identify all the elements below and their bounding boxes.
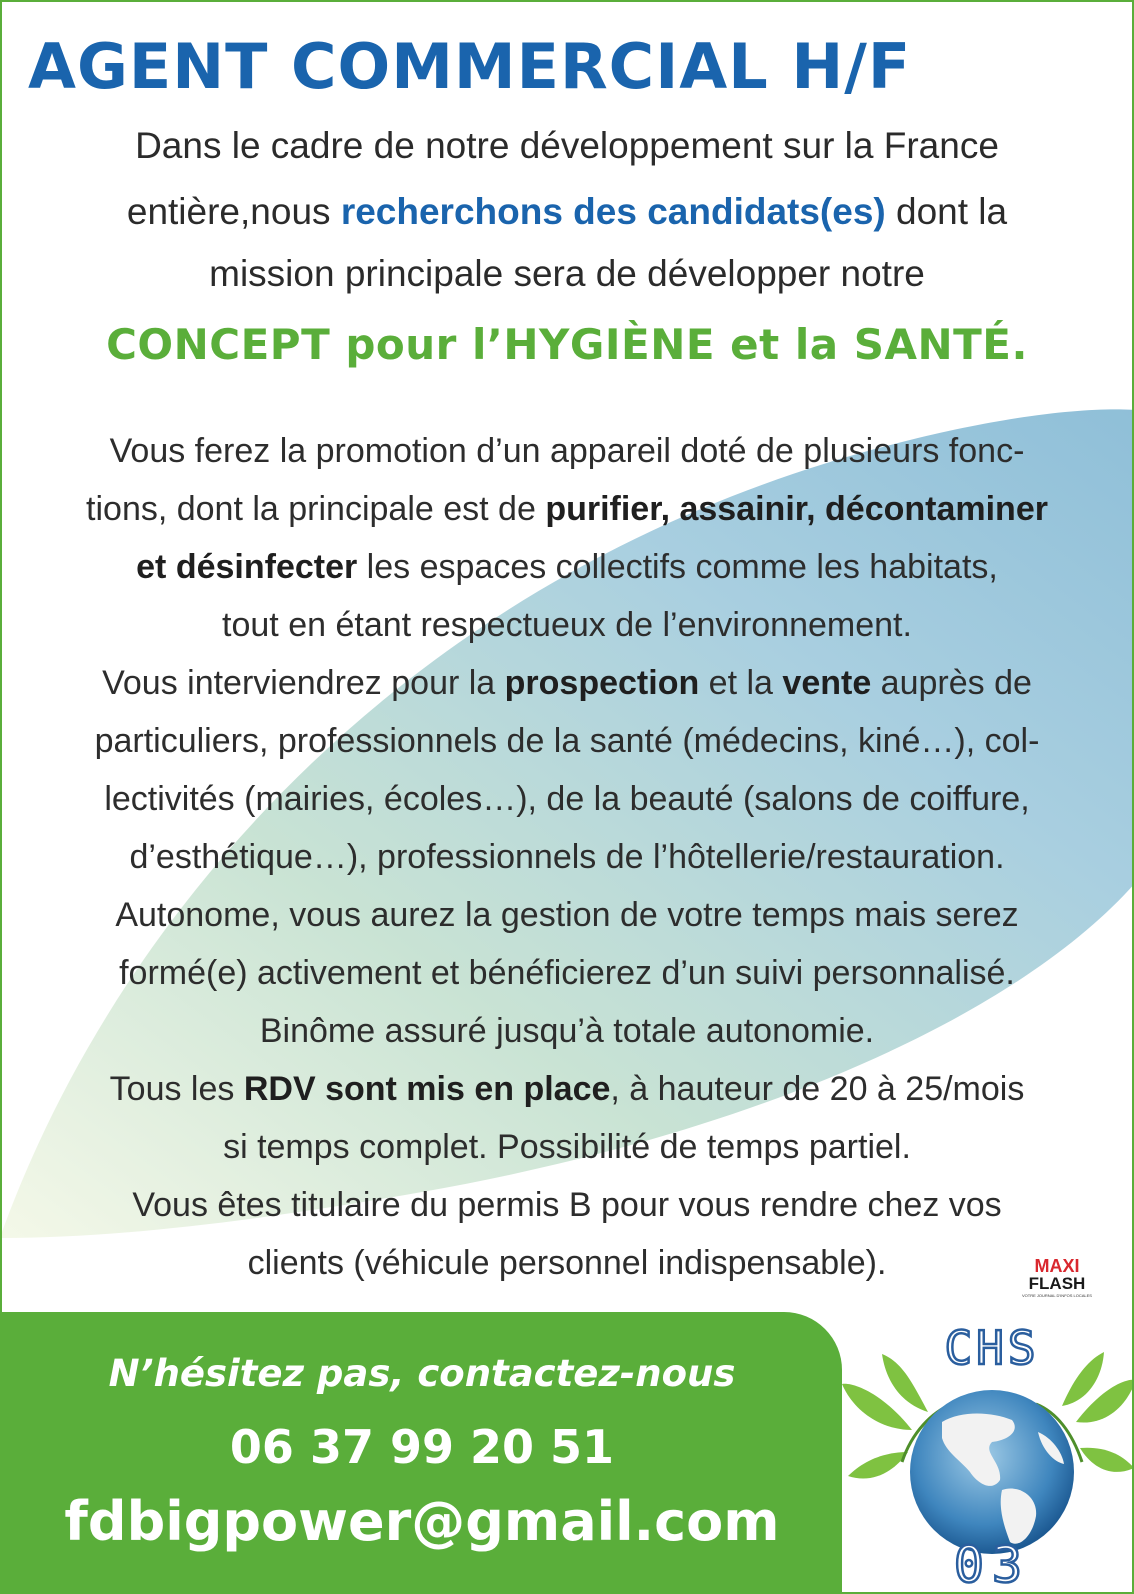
contact-box xyxy=(2,1312,842,1594)
intro-line-1: Dans le cadre de notre développement sur la France xyxy=(135,125,999,166)
body-line: Autonome, vous aurez la gestion de votre temps mais serez xyxy=(115,896,1019,934)
body-text: et la xyxy=(699,664,783,702)
maxi-logo-tagline: VOTRE JOURNAL D'INFOS LOCALES xyxy=(1022,1293,1092,1298)
body-line xyxy=(2,480,1132,538)
body-line: lectivités (mairies, écoles…), de la beauté (salons de coiffure, xyxy=(104,780,1030,818)
body-line: particuliers, professionnels de la santé (médecins, kiné…), col- xyxy=(94,722,1040,760)
body-line xyxy=(2,1060,1132,1118)
body-text: Tous les xyxy=(109,1070,244,1108)
contact-cta: N’hésitez pas, contactez-nous xyxy=(108,1352,736,1395)
contact-phone[interactable]: 06 37 99 20 51 xyxy=(229,1420,615,1474)
maxi-logo-top: MAXI xyxy=(1034,1256,1080,1276)
body-line: Vous ferez la promotion d’un appareil doté de plusieurs fonc- xyxy=(109,432,1025,470)
body-bold: vente xyxy=(782,664,872,702)
maxi-logo-bottom: FLASH xyxy=(1028,1274,1086,1293)
body-line: si temps complet. Possibilité de temps partiel. xyxy=(223,1128,911,1166)
body-line: Vous êtes titulaire du permis B pour vous rendre chez vos xyxy=(132,1186,1002,1224)
body-line xyxy=(2,538,1132,596)
body-line: d’esthétique…), professionnels de l’hôtellerie/restauration. xyxy=(129,838,1005,876)
body-line xyxy=(2,654,1132,712)
body-line: formé(e) activement et bénéficierez d’un suivi personnalisé. xyxy=(119,954,1015,992)
body-text: tions, dont la principale est de xyxy=(86,490,546,528)
chs-globe-logo xyxy=(842,1312,1134,1594)
body-bold: RDV sont mis en place xyxy=(243,1070,611,1108)
maxi-flash-logo xyxy=(1020,1255,1094,1299)
chs-logo-top: CHS xyxy=(944,1321,1040,1375)
contact-email[interactable]: fdbigpower@gmail.com xyxy=(64,1490,780,1553)
intro-line-2 xyxy=(2,182,1132,242)
page-title: AGENT COMMERCIAL H/F xyxy=(28,30,912,103)
body-text: auprès de xyxy=(871,664,1032,702)
intro-line-3: mission principale sera de développer notre xyxy=(209,253,925,294)
intro-text: entière,nous xyxy=(126,191,341,232)
body-line: Binôme assuré jusqu’à totale autonomie. xyxy=(259,1012,875,1050)
chs-logo-bottom: 03 xyxy=(953,1536,1031,1594)
body-text: Vous interviendrez pour la xyxy=(102,664,505,702)
body-text: , à hauteur de 20 à 25/mois xyxy=(610,1070,1025,1108)
body-bold: purifier, assainir, décontaminer xyxy=(545,490,1048,528)
body-text: les espaces collectifs comme les habitats, xyxy=(357,548,998,586)
intro-highlight: recherchons des candidats(es) xyxy=(340,191,886,232)
body-line: tout en étant respectueux de l’environnement. xyxy=(222,606,912,644)
body-bold: et désinfecter xyxy=(136,548,358,586)
concept-heading: CONCEPT pour l’HYGIÈNE et la SANTÉ. xyxy=(106,320,1028,369)
body-line: clients (véhicule personnel indispensable). xyxy=(247,1244,887,1282)
intro-text: dont la xyxy=(885,191,1008,232)
body-bold: prospection xyxy=(504,664,700,702)
